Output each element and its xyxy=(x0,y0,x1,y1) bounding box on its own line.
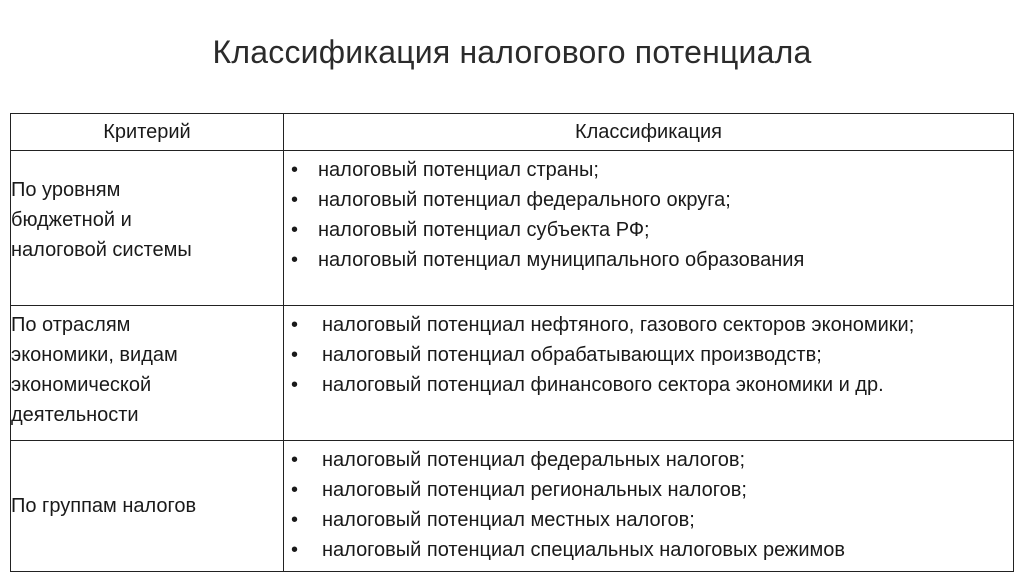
criterion-line: деятельности xyxy=(11,404,139,426)
classification-table xyxy=(10,113,1014,572)
table-header-row xyxy=(11,114,1014,151)
classification-list xyxy=(284,151,1013,279)
list-item: • налоговый потенциал федеральных налогов; xyxy=(322,445,1005,475)
list-item: • налоговый потенциал финансового сектора экономики и др. xyxy=(322,370,1005,400)
criterion-line: экономической xyxy=(11,374,152,396)
criterion-line: По группам налогов xyxy=(11,495,197,517)
classification-cell xyxy=(284,151,1014,306)
criterion-cell xyxy=(11,306,284,441)
criterion-cell xyxy=(11,151,284,306)
list-item: • налоговый потенциал нефтяного, газового секторов экономики; xyxy=(322,310,1005,340)
classification-cell xyxy=(284,306,1014,441)
criterion-line: По отраслям xyxy=(11,314,131,336)
table-row xyxy=(11,441,1014,572)
classification-list xyxy=(284,306,1013,404)
table-row xyxy=(11,306,1014,441)
header-classification: Классификация xyxy=(284,114,1014,151)
criterion-line: экономики, видам xyxy=(11,344,178,366)
list-item: • налоговый потенциал региональных налогов; xyxy=(322,475,1005,505)
page-title: Классификация налогового потенциала xyxy=(212,34,812,70)
list-item: • налоговый потенциал обрабатывающих производств; xyxy=(322,340,1005,370)
list-item: • налоговый потенциал местных налогов; xyxy=(322,505,1005,535)
table-row xyxy=(11,151,1014,306)
list-item: • налоговый потенциал субъекта РФ; xyxy=(318,215,1005,245)
criterion-line: налоговой системы xyxy=(11,239,192,261)
list-item: • налоговый потенциал муниципального образования xyxy=(318,245,1005,275)
list-item: • налоговый потенциал специальных налоговых режимов xyxy=(322,535,1005,565)
criterion-cell xyxy=(11,441,284,572)
criterion-line: По уровням xyxy=(11,179,121,201)
classification-list xyxy=(284,441,1013,569)
list-item: • налоговый потенциал страны; xyxy=(318,155,1005,185)
classification-cell xyxy=(284,441,1014,572)
criterion-line: бюджетной и xyxy=(11,209,132,231)
header-criterion: Критерий xyxy=(11,114,284,151)
list-item: • налоговый потенциал федерального округа; xyxy=(318,185,1005,215)
